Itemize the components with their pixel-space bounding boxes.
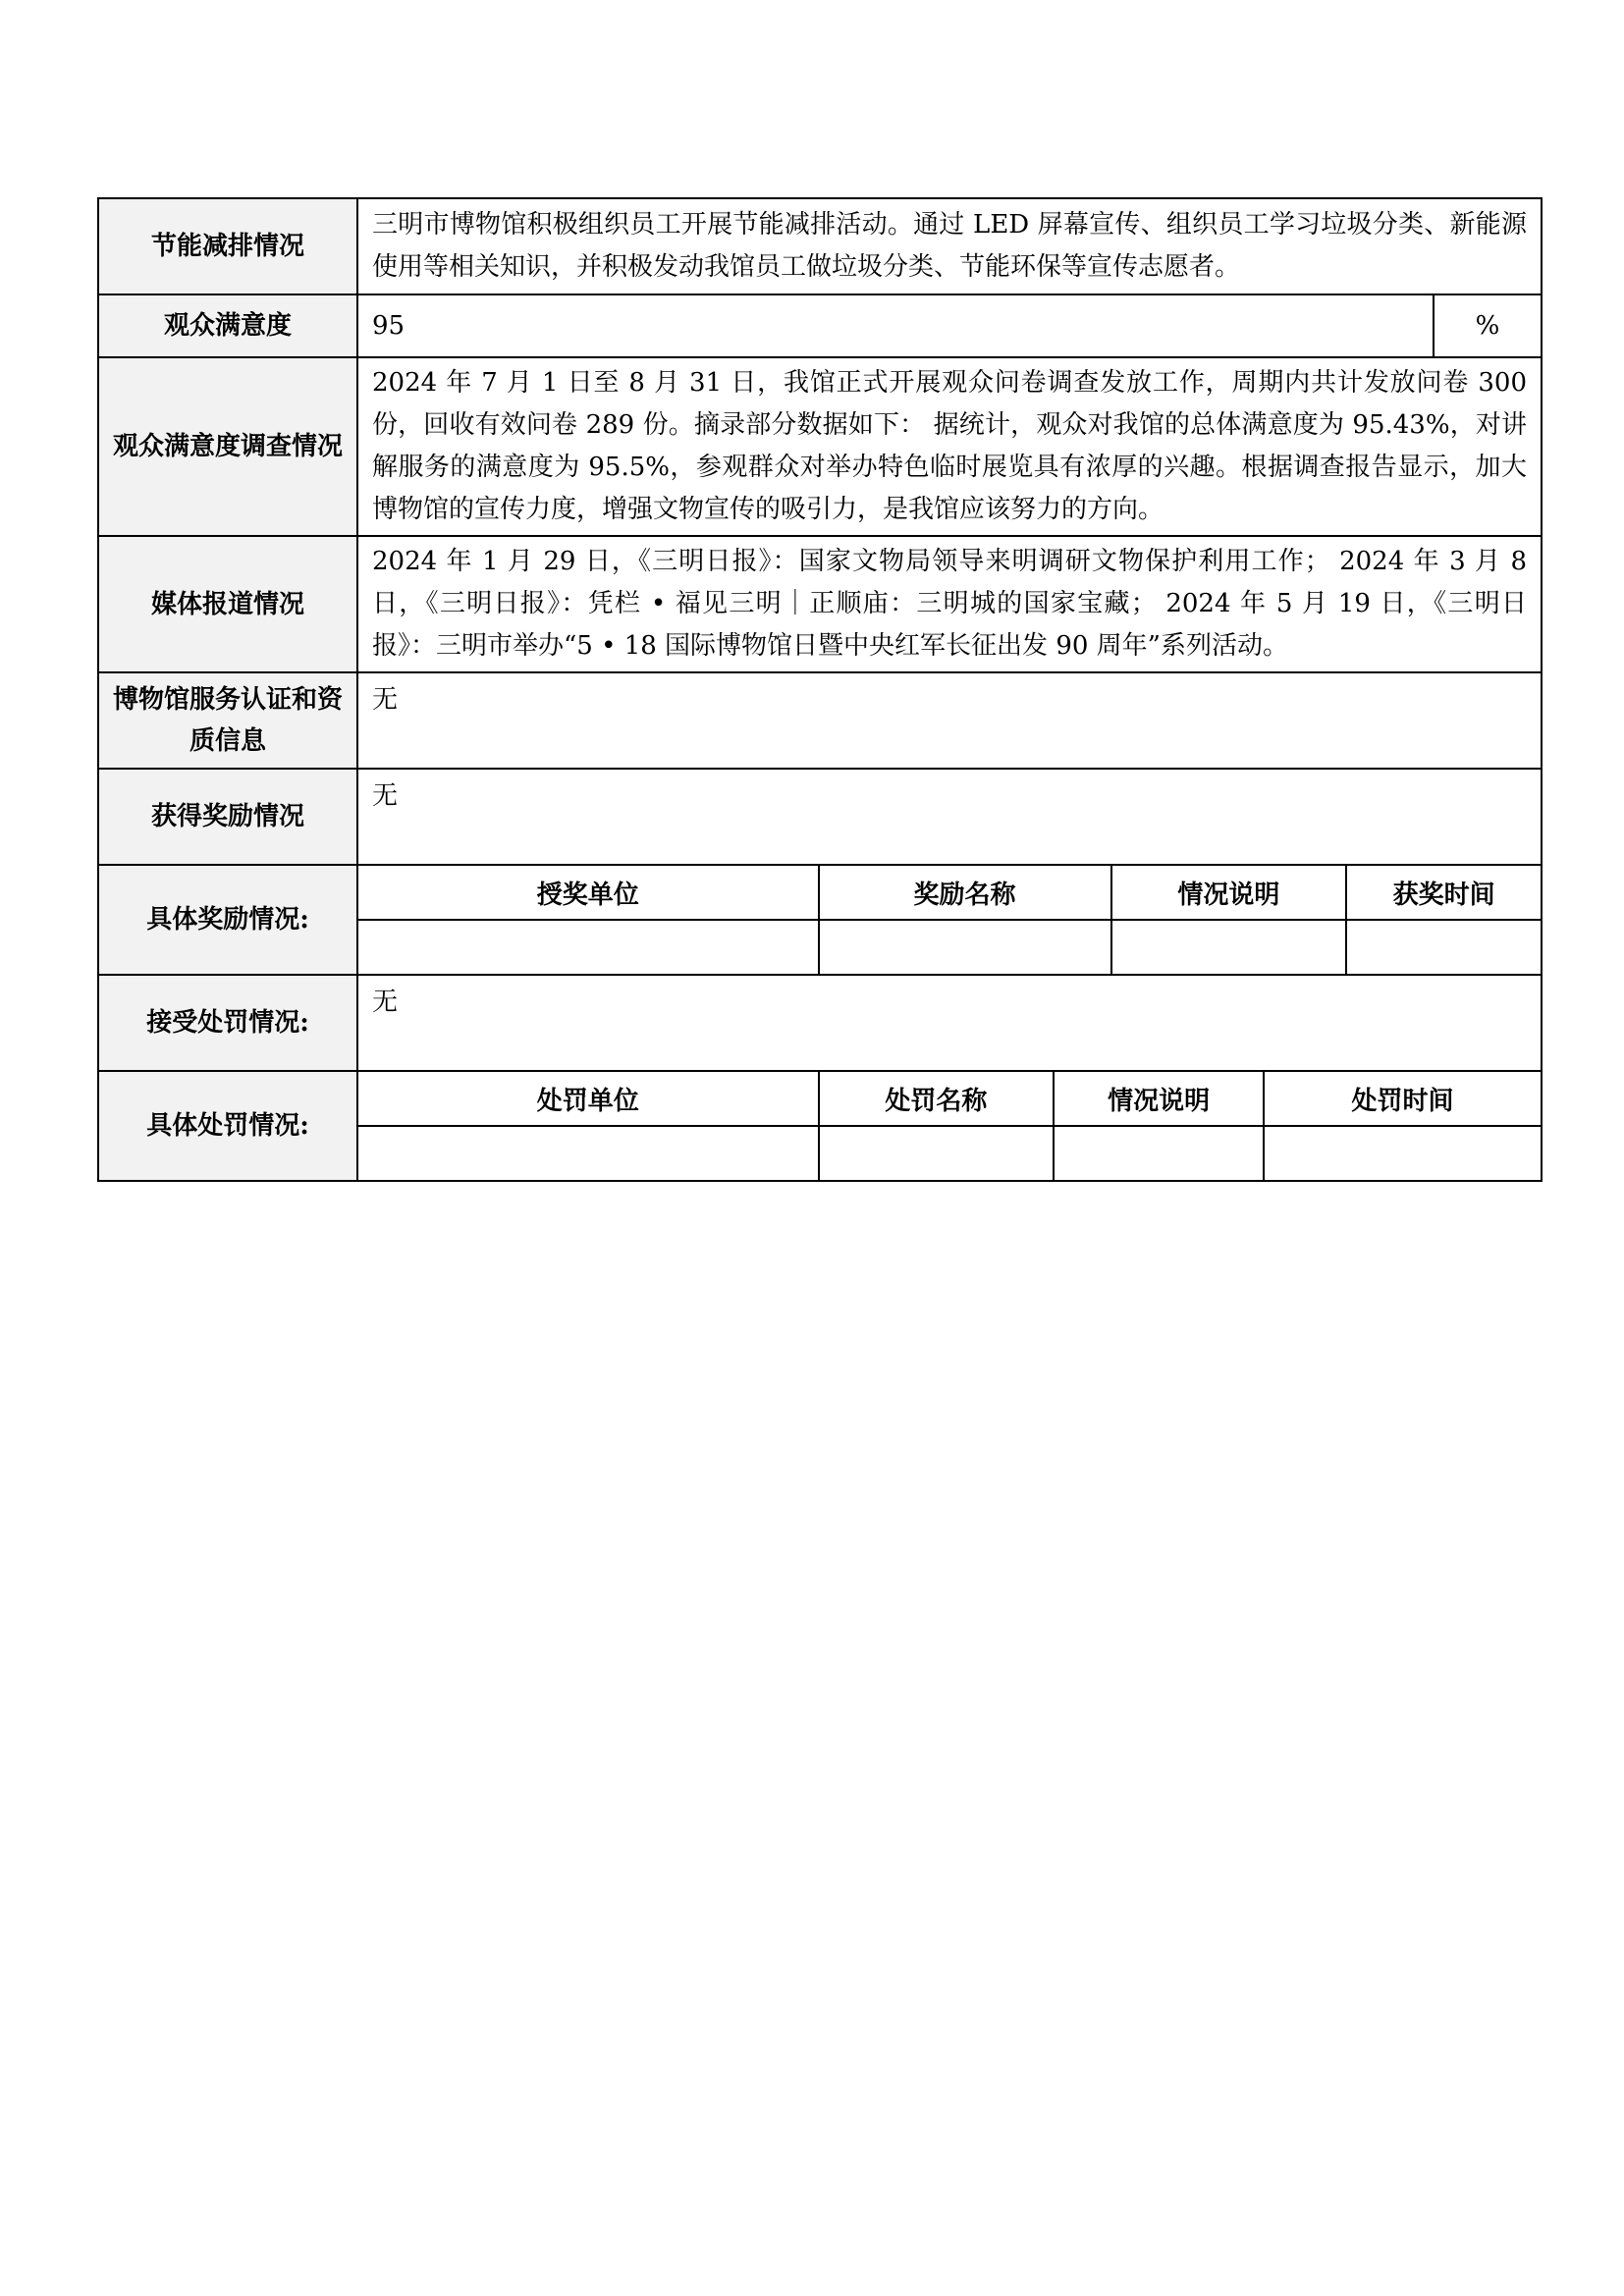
media-label: 媒体报道情况: [98, 536, 357, 672]
row-award-details: [98, 865, 1542, 975]
row-certification: [98, 672, 1542, 769]
certification-content: 无: [357, 672, 1542, 769]
row-energy-saving: [98, 198, 1542, 294]
certification-label: 博物馆服务认证和资质信息: [98, 672, 357, 769]
report-table: [97, 197, 1543, 1182]
award-details-label: 具体奖励情况:: [98, 865, 357, 975]
awards-content: 无: [357, 769, 1542, 865]
penalty-details-table: [358, 1072, 1541, 1180]
penalty-header-description: 情况说明: [1054, 1072, 1264, 1126]
penalty-cell-name: [819, 1126, 1055, 1180]
penalty-header-time: 处罚时间: [1264, 1072, 1541, 1126]
award-header-unit: 授奖单位: [358, 866, 819, 920]
satisfaction-unit: %: [1434, 294, 1542, 357]
penalty-cell-unit: [358, 1126, 819, 1180]
satisfaction-value: 95: [357, 294, 1434, 357]
penalty-header-unit: 处罚单位: [358, 1072, 819, 1126]
award-cell-name: [819, 920, 1111, 974]
award-cell-time: [1346, 920, 1541, 974]
award-header-description: 情况说明: [1111, 866, 1347, 920]
penalty-cell-time: [1264, 1126, 1541, 1180]
row-survey: [98, 357, 1542, 536]
award-header-time: 获奖时间: [1346, 866, 1541, 920]
row-awards: [98, 769, 1542, 865]
row-satisfaction: [98, 294, 1542, 357]
award-details-cell: [357, 865, 1542, 975]
award-header-name: 奖励名称: [819, 866, 1111, 920]
penalty-header-name: 处罚名称: [819, 1072, 1055, 1126]
penalty-details-label: 具体处罚情况:: [98, 1071, 357, 1181]
energy-saving-label: 节能减排情况: [98, 198, 357, 294]
award-details-table: [358, 866, 1541, 974]
awards-label: 获得奖励情况: [98, 769, 357, 865]
penalty-cell-description: [1054, 1126, 1264, 1180]
row-penalty-details: [98, 1071, 1542, 1181]
survey-label: 观众满意度调查情况: [98, 357, 357, 536]
penalty-details-cell: [357, 1071, 1542, 1181]
media-content: 2024 年 1 月 29 日，《三明日报》：国家文物局领导来明调研文物保护利用工作； 2024 年 3 月 8 日，《三明日报》：凭栏 • 福见三明｜正顺庙：三明城的国家宝藏； 2024 年 5 月 19 日，《三明日报》：三明市举办“5 • 18 国际博物馆日暨中央红军长征出发 90 周年”系列活动。: [357, 536, 1542, 672]
penalties-label: 接受处罚情况:: [98, 975, 357, 1071]
award-cell-unit: [358, 920, 819, 974]
satisfaction-label: 观众满意度: [98, 294, 357, 357]
row-media: [98, 536, 1542, 672]
penalties-content: 无: [357, 975, 1542, 1071]
energy-saving-content: 三明市博物馆积极组织员工开展节能减排活动。通过 LED 屏幕宣传、组织员工学习垃圾分类、新能源使用等相关知识，并积极发动我馆员工做垃圾分类、节能环保等宣传志愿者。: [357, 198, 1542, 294]
row-penalties: [98, 975, 1542, 1071]
survey-content: 2024 年 7 月 1 日至 8 月 31 日，我馆正式开展观众问卷调查发放工作，周期内共计发放问卷 300 份，回收有效问卷 289 份。摘录部分数据如下： 据统计，观众对我馆的总体满意度为 95.43%，对讲解服务的满意度为 95.5%，参观群众对举办特色临时展览具有浓厚的兴趣。根据调查报告显示，加大博物馆的宣传力度，增强文物宣传的吸引力，是我馆应该努力的方向。: [357, 357, 1542, 536]
award-cell-description: [1111, 920, 1347, 974]
